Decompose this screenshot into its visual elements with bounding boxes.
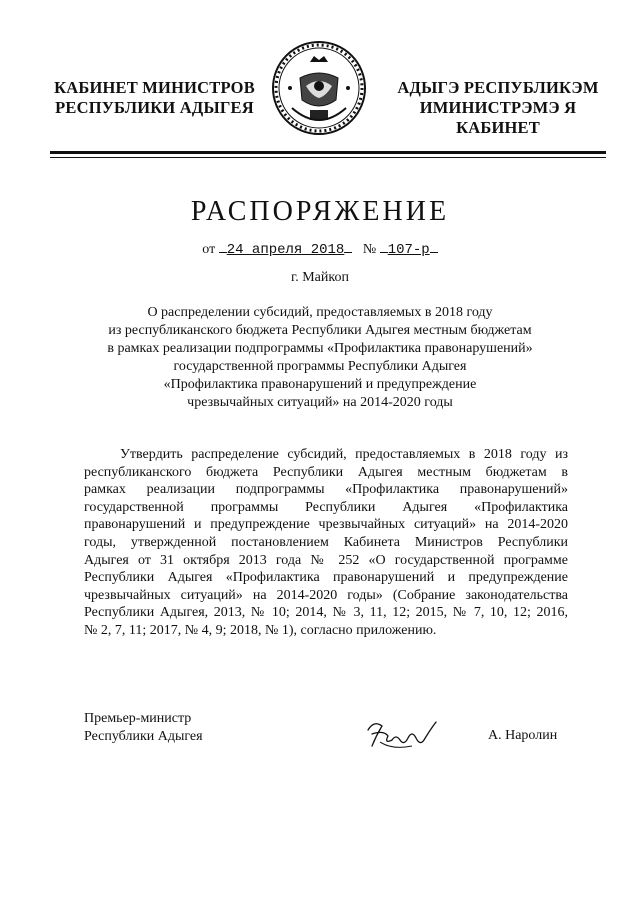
subject-line: О распределении субсидий, предоставляемых в 2018 году: [147, 305, 493, 320]
handwritten-signature: [362, 716, 442, 754]
signatory-position-line2: Республики Адыгея: [84, 729, 203, 744]
body-line: Адыгея от 31 октября 2013 года № 252 «О государственной программе: [84, 552, 568, 568]
body-line: № 2, 7, 11; 2017, № 4, 9; 2018, № 1), согласно приложению.: [84, 622, 437, 638]
header-right: [388, 78, 608, 138]
header-rule-thick: [50, 151, 606, 154]
signatory-position-line1: Премьер-министр: [84, 711, 192, 726]
coat-of-arms-icon: [270, 38, 368, 138]
document-city: г. Майкоп: [291, 270, 349, 285]
header-right-line1: АДЫГЭ РЕСПУБЛИКЭМ: [397, 78, 599, 97]
document-subject: [100, 304, 540, 412]
body-line: рамках реализации подпрограммы «Профилактика правонарушений»: [84, 482, 568, 498]
subject-line: «Профилактика правонарушений и предупреждение: [163, 377, 477, 392]
signatory-position: [84, 710, 203, 746]
header-left: [52, 78, 257, 118]
date-number-line: [0, 240, 640, 258]
subject-line: чрезвычайных ситуаций» на 2014-2020 годы: [187, 395, 453, 410]
header-right-line2: ИМИНИСТРЭМЭ Я КАБИНЕТ: [419, 98, 577, 137]
header-left-line2: РЕСПУБЛИКИ АДЫГЕЯ: [55, 98, 254, 117]
header-rule-thin: [50, 157, 606, 158]
subject-line: государственной программы Республики Адыгея: [173, 359, 467, 374]
body-line: годы, утвержденной постановлением Кабинета Министров Республики: [84, 534, 568, 550]
body-line: Утвердить распределение субсидий, предоставляемых в 2018 году из: [120, 447, 568, 462]
number-prefix: №: [362, 242, 377, 257]
subject-line: из республиканского бюджета Республики Адыгея местным бюджетам: [108, 323, 532, 338]
subject-line: в рамках реализации подпрограммы «Профилактика правонарушений»: [107, 341, 533, 356]
signatory-name: А. Наролин: [488, 728, 558, 743]
document-number: 107-р: [387, 242, 430, 258]
document-body: [84, 446, 568, 640]
body-line: государственной программы Республики Адыгея «Профилактика: [84, 499, 568, 515]
body-line: республиканского бюджета Республики Адыгея местным бюджетам в: [84, 464, 568, 480]
date-prefix: от: [202, 242, 216, 257]
document-date: 24 апреля 2018: [226, 242, 345, 258]
header-left-line1: КАБИНЕТ МИНИСТРОВ: [54, 78, 255, 97]
document-title: РАСПОРЯЖЕНИЕ: [190, 196, 450, 227]
body-line: правонарушений и предупреждение чрезвычайных ситуаций» на 2014-2020: [84, 517, 568, 533]
body-line: чрезвычайных ситуаций» на 2014-2020 годы» (Собрание законодательства: [84, 587, 568, 603]
body-line: Республики Адыгея «Профилактика правонарушений и предупреждение: [84, 570, 568, 586]
body-line: Республики Адыгея, 2013, № 10; 2014, № 3, 11, 12; 2015, № 7, 10, 12; 2016,: [84, 605, 568, 621]
